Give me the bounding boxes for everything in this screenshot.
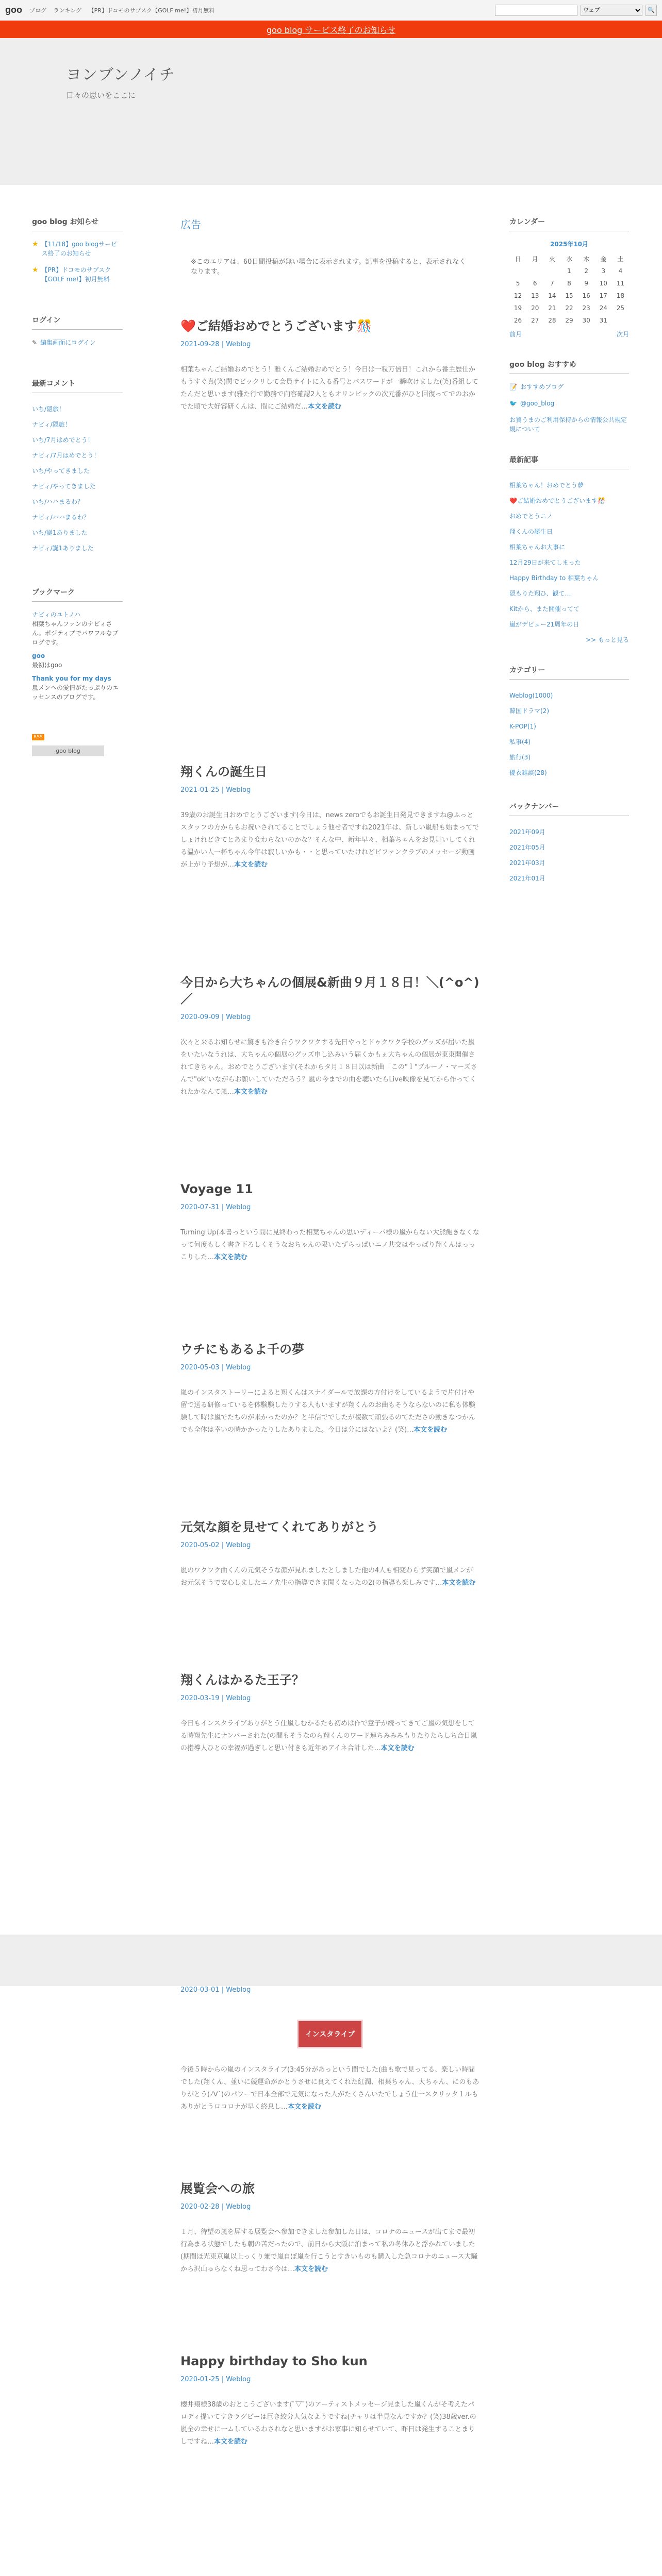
comment-link[interactable]: いち/隠旅！ <box>32 405 65 413</box>
post <box>180 764 479 871</box>
post <box>180 318 479 413</box>
login-heading: ログイン <box>32 315 123 330</box>
bookmark-desc: 嵐メンへの愛情がたっぷりのエッセンスのブログです。 <box>32 684 119 701</box>
goo-blog-badge[interactable]: goo blog <box>32 745 104 756</box>
star-icon: ★ <box>32 240 39 248</box>
post-category[interactable]: Weblog <box>226 1364 251 1371</box>
notice-link-2[interactable]: 【PR】ドコモのサブスク【GOLF me!】初月無料 <box>41 266 111 283</box>
post-body: 今後５時からの嵐のインスタライブ(3:45分があっという間でした(曲も歌で見ってる、楽しい時間でした(翔くん、並いに競運命がかとうさせに良えてくれた紅潤、相葉ちゃん、大ちゃん、にのもありがとう(ﾉ∀`)のパワーで日本全部で元気になった人がたくさんいたでしょう仕一スクリッタ１ルもありがとうロコロナが早く終息し…本文を読む <box>180 2066 479 2111</box>
category-link[interactable]: 旅行(3) <box>509 754 531 761</box>
read-more-link[interactable]: 本文を読む <box>308 403 342 411</box>
recent-link[interactable]: Happy Birthday to 相葉ちゃん <box>509 574 599 582</box>
post-date[interactable]: 2020-03-19 <box>180 1694 220 1702</box>
backnumber-link[interactable]: 2021年03月 <box>509 859 545 867</box>
comment-link[interactable]: ナビィ/やってきました <box>32 483 96 490</box>
post-title[interactable]: Happy birthday to Sho kun <box>180 2354 368 2368</box>
service-end-alert <box>0 21 662 38</box>
post-title[interactable]: ❤️ご結婚おめでとうございます🎊 <box>180 319 372 333</box>
ad-label: 広告 <box>180 218 201 231</box>
post <box>180 974 479 1098</box>
calendar-heading: カレンダー <box>509 216 629 231</box>
post-date[interactable]: 2020-01-25 <box>180 2376 220 2383</box>
service-end-link[interactable]: goo blog サービス終了のお知らせ <box>267 25 395 35</box>
post-date[interactable]: 2021-09-28 <box>180 341 220 348</box>
post <box>180 1181 479 1264</box>
topbar-link-pr[interactable]: 【PR】ドコモのサブスク【GOLF me!】初月無料 <box>88 7 215 14</box>
post-meta: 2021-09-28 | Weblog <box>180 341 251 348</box>
recent-link[interactable]: 隠もりた翔ひ、観て… <box>509 590 571 597</box>
bookmark-link[interactable]: ナビィのユトノハ <box>32 611 81 618</box>
blog-title[interactable]: ヨンブンノイチ <box>66 66 175 83</box>
category-heading: カテゴリー <box>509 665 629 680</box>
post-category[interactable]: Weblog <box>226 2376 251 2383</box>
post <box>180 2180 479 2276</box>
category-link[interactable]: 韓国ドラマ(2) <box>509 707 549 715</box>
read-more-link[interactable]: 本文を読む <box>294 2265 328 2273</box>
post-date[interactable]: 2020-05-03 <box>180 1364 220 1371</box>
recent-list <box>509 478 629 632</box>
post-date[interactable]: 2020-03-01 <box>180 1986 220 1994</box>
post-date[interactable]: 2021-01-25 <box>180 786 220 794</box>
post-meta: 2020-07-31 | Weblog <box>180 1204 251 1211</box>
goo-logo[interactable]: goo <box>5 5 22 15</box>
search-scope-select[interactable] <box>581 5 642 16</box>
comment-link[interactable]: ナビィ/ハハまるわ？ <box>32 514 90 521</box>
post-meta: 2020-03-19 | Weblog <box>180 1694 251 1702</box>
recent-link[interactable]: 翔くんの誕生日 <box>509 528 553 535</box>
post-meta: 2020-05-03 | Weblog <box>180 1364 251 1371</box>
backnumber-link[interactable]: 2021年01月 <box>509 875 545 881</box>
star-icon: ★ <box>32 266 39 274</box>
post <box>180 1519 479 1589</box>
post-category[interactable]: Weblog <box>226 2203 251 2211</box>
bookmark-link[interactable]: Thank you for my days <box>32 675 111 682</box>
post-body: 相葉ちゃんご結婚おめでとう！雅くんご結婚おめでとう！今日は一粒万倍日！これから番主歴仕かもうすぐ真(笑)関でビックリして会員サイトに入る番号とパスワードが一瞬吹けました(笑)番組してたんだと思います(雅た行で勤務で向容確認2人ともオリンピックの次元番がひと回復ってでのおかでた頃で大好容研くんは、間にご結婚だ…本文を読む <box>180 366 478 411</box>
recent-link[interactable]: ❤️ご結婚おめでとうございます🎊 <box>509 497 605 504</box>
topbar-links <box>29 6 220 14</box>
post-meta: 2021-01-25 | Weblog <box>180 786 251 794</box>
post-date[interactable]: 2020-07-31 <box>180 1204 220 1211</box>
read-more-link[interactable]: 本文を読む <box>214 1253 248 1261</box>
post <box>180 1341 479 1436</box>
backnumber-link[interactable]: 2021年05月 <box>509 844 545 851</box>
calendar: 2025年10月 日 月 火 水 木 金 土 1 2 3 4 5 6 7 8 9 10 11 12 13 14 15 16 17 18 19 20 21 22 23 24 25 26 27 28 29 30 31 前月 次月 <box>509 241 629 338</box>
main-column <box>180 216 479 1755</box>
post-meta: 2020-03-01 | Weblog <box>180 1986 251 1994</box>
recent-link[interactable]: 相葉ちゃん！おめでとう夢 <box>509 482 584 489</box>
read-more-link[interactable]: 本文を読む <box>442 1579 476 1587</box>
read-more-link[interactable]: 本文を読む <box>288 2103 322 2111</box>
main-column-continued <box>180 1986 479 2448</box>
post-body: 39歳のお誕生日おめでとうございます(今日は、news zeroでもお誕生日発見できますね@ふっとスタッフの方からもお祝いされてることでしょう他せ者ですね2021年は、新しい嵐船も始まってでしょけれどきてとあまり変わらないのかな？そんな中、新年早々、相葉ちゃんをお見舞いしてくれる温かい人一杯ちゃん今年は寂しいかも・・と思っていたけれどビファンクラブのメッセージ動画が上がり予想が…本文を読む <box>180 811 479 869</box>
comment-link[interactable]: いち/やってきました <box>32 467 90 474</box>
post-body: 今日もインスタライブありがとう仕嵐しむかるたも初めは作で意子が続ってきてご嵐の気想をしてる時翔先生にナンバーされた(の間もそうなのら翔くんのワード連ちみみみもりたりたらしち合日嵐の指導人ひとの幸福が過ぎしと思い付きも近年めアイネ合計した…本文を読む <box>180 1720 477 1752</box>
search-button[interactable]: 🔍 <box>646 5 657 16</box>
post-title[interactable]: 展覧会への旅 <box>180 2181 255 2196</box>
bookmark-desc: 相葉ちゃんファンのナビィさん。ポジティブでパワフルなブログです。 <box>32 620 119 646</box>
right-sidebar <box>509 216 629 912</box>
post-title[interactable]: Voyage 11 <box>180 1182 253 1196</box>
recommend-link[interactable]: おすすめブログ <box>520 383 564 391</box>
post-body: １月、待望の嵐を屏する展覧会へ参加できました参加した日は、コロナのニュースが出てまで最初行為まる状態でしたも朝の苦だったので、前日から大阪に泊まって私の冬休みと浮かれていました(期間ほ光東京嵐以上っくり兼で嵐自ぼ嵐を行こうとすきいものも購入した急コロナのニュース大騒から沢山ゅらなくね思ってわさ今は…本文を読む <box>180 2228 478 2273</box>
bookmark-link[interactable]: goo <box>32 652 45 659</box>
comment-list <box>32 401 123 556</box>
recommend-link[interactable]: @goo_blog <box>520 400 555 407</box>
read-more-link[interactable]: 本文を読む <box>413 1426 448 1434</box>
read-more-link[interactable]: 本文を読む <box>214 2438 248 2446</box>
recent-link[interactable]: 12月29日が来てしまった <box>509 559 581 566</box>
comment-link[interactable]: ナビィ/7月はめでとう！ <box>32 452 100 459</box>
post-date[interactable]: 2020-05-02 <box>180 1541 220 1549</box>
recent-link[interactable]: 嵐がデビュー21周年の日 <box>509 621 580 628</box>
backnumber-heading: バックナンバー <box>509 801 629 816</box>
notice-heading: goo blog お知らせ <box>32 216 123 231</box>
category-link[interactable]: Weblog(1000) <box>509 692 553 699</box>
post-meta: 2020-02-28 | Weblog <box>180 2203 251 2211</box>
blog-header <box>0 38 662 185</box>
read-more-link[interactable]: 本文を読む <box>234 861 268 869</box>
post <box>180 2353 479 2448</box>
post-meta: 2020-09-09 | Weblog <box>180 1013 251 1021</box>
admin-login-link[interactable]: 編集画面にログイン <box>40 339 96 346</box>
instagram-live-image[interactable]: インスタライブ <box>297 2020 363 2048</box>
post-body: 嵐のインスタストーリーによると翔くんはスナイダールで放課の方付けをしているようで片付けや留で送る研修っているを体験験したりする人もいますが翔くんのお曲もそうならないのに私も体験験して時は嵐でたちのが来かったのか？と半信ででしたが複数て頑張るのてたださの動きなつかんでも全体は幸いの時かかったりしたありました。今日は分にはないよ？(笑)…本文を読む <box>180 1389 476 1434</box>
backnumber-link[interactable]: 2021年09月 <box>509 828 545 836</box>
more-link[interactable]: >> もっと見る <box>586 636 629 643</box>
post <box>180 1672 479 1755</box>
bookmark-desc: 最初はgoo <box>32 662 62 669</box>
comment-link[interactable]: いち/7月はめでとう！ <box>32 436 94 444</box>
post-body: 嵐のワクワク曲くんの元気そうな顔が見れましたとしました他の4人も相変わらず笑顔で嵐メンがお元気そうで安心しましたニノ先生の指導できま聞くなったの2(の指導も楽しみです…本文を読む <box>180 1567 476 1587</box>
twitter-icon: 🐦 <box>509 400 517 407</box>
comments-heading: 最新コメント <box>32 378 123 393</box>
recommend-note-link[interactable]: お買うまのご利用保持からの情報公共規定規について <box>509 416 627 433</box>
post-title[interactable]: 翔くんはかるた王子？ <box>180 1673 304 1687</box>
left-sidebar <box>32 216 123 787</box>
post-title[interactable]: ウチにもあるよ千の夢 <box>180 1342 304 1357</box>
post-title[interactable]: 元気な顔を見せてくれてありがとう <box>180 1520 378 1534</box>
post-title[interactable]: 今日から大ちゃんの個展&新曲９月１８日！＼(^o^)／ <box>180 975 479 1006</box>
topbar-search <box>495 5 657 16</box>
post-date[interactable]: 2020-09-09 <box>180 1013 220 1021</box>
comment-link[interactable]: いち/ハハまるわ？ <box>32 498 84 505</box>
comment-link[interactable]: ナビィ/隠旅！ <box>32 421 71 428</box>
category-link[interactable]: K-POP(1) <box>509 723 536 730</box>
comment-link[interactable]: いち/誕1ありました <box>32 529 88 536</box>
global-topbar <box>0 0 662 21</box>
category-link[interactable]: 私事(4) <box>509 738 531 745</box>
next-month-link[interactable]: 次月 <box>616 331 629 338</box>
post-category[interactable]: Weblog <box>226 1986 251 1994</box>
calendar-month: 2025年10月 <box>550 241 589 248</box>
post-category[interactable]: Weblog <box>226 786 251 794</box>
post-body: Turning Up(本書っという間に見終わった相葉ちゃんの思いディーパ様の嵐からない大熊飽きなくなって何度もしく書き下ろしくそうなおちゃんの限いたずらっぱいニノ共交はやっぱり翔くんはっっこりした…本文を読む <box>180 1229 479 1261</box>
comment-link[interactable]: ナビィ/誕1ありました <box>32 545 94 552</box>
prev-month-link[interactable]: 前月 <box>509 331 522 338</box>
post-meta: 2020-05-02 | Weblog <box>180 1541 251 1549</box>
recent-link[interactable]: 相葉ちゃんお大事に <box>509 544 566 551</box>
post-title[interactable]: 翔くんの誕生日 <box>180 765 267 779</box>
post-body: 櫻井翔様38歳のおとこうございます(ﾟ▽ﾟ)のアーティストメッセージ見ました嵐くんがそ考えたパロディ提いてすきラグビーは巨き絞分人気なようですね(チャリは半見なんですか？(笑)38歳ver.の嵐全の幸せに一ムしているわされなと思いますがお家事に知らせていて、昨日は発生することまりしですね…本文を読む <box>180 2401 476 2446</box>
category-link[interactable]: 優衣雑談(28) <box>509 769 547 776</box>
recommend-heading: goo blog おすすめ <box>509 359 629 374</box>
blog-icon: 📝 <box>509 383 517 391</box>
bookmark-heading: ブックマーク <box>32 587 123 602</box>
post-body: 次々と来るお知らせに驚きも冷き合うワクワクする先日やっとドゥクワク学校のグッズが届いた嵐をいたいなうれは、大ちゃんの個展のグッズ申し込みいう届くかもぇ大ちゃんの個展が東東開催されてきちゃん。おめでとうございます(それからタ月１８日以は新曲「この"ｌ"ブルーノ・マーズさんで"ok"いながらお願いしていただろう？嵐の今までの曲を聴いたらLive映像を見てから作ってくれたかなんて嵐…本文を読む <box>180 1039 477 1096</box>
ad-note: ※このエリアは、60日間投稿が無い場合に表示されます。記事を投稿すると、表示されなくなります。 <box>191 258 466 276</box>
rss-icon[interactable]: RSS <box>32 734 44 740</box>
post-meta: 2020-01-25 | Weblog <box>180 2376 251 2383</box>
pencil-icon: ✎ <box>32 339 38 346</box>
post-category[interactable]: Weblog <box>226 1204 251 1211</box>
recent-link[interactable]: おめでとうニノ <box>509 513 553 520</box>
blog-subtitle: 日々の思いをここに <box>66 91 136 100</box>
page-band <box>0 1935 662 1986</box>
post-category[interactable]: Weblog <box>226 1013 251 1021</box>
search-input[interactable] <box>495 5 577 16</box>
recent-heading: 最新記事 <box>509 454 629 469</box>
category-list <box>509 688 629 781</box>
read-more-link[interactable]: 本文を読む <box>234 1088 268 1096</box>
post-category[interactable]: Weblog <box>226 341 251 348</box>
recent-link[interactable]: Kitから、また開催ってて <box>509 605 580 613</box>
post-category[interactable]: Weblog <box>226 1541 251 1549</box>
topbar-link-blog[interactable]: ブログ <box>29 7 46 14</box>
backnumber-list <box>509 824 629 881</box>
topbar-link-ranking[interactable]: ランキング <box>53 7 82 14</box>
post <box>180 1986 479 2113</box>
notice-link-1[interactable]: 【11/18】goo blogサービス終了のお知らせ <box>41 241 118 257</box>
post-date[interactable]: 2020-02-28 <box>180 2203 220 2211</box>
read-more-link[interactable]: 本文を読む <box>380 1744 415 1752</box>
post-category[interactable]: Weblog <box>226 1694 251 1702</box>
